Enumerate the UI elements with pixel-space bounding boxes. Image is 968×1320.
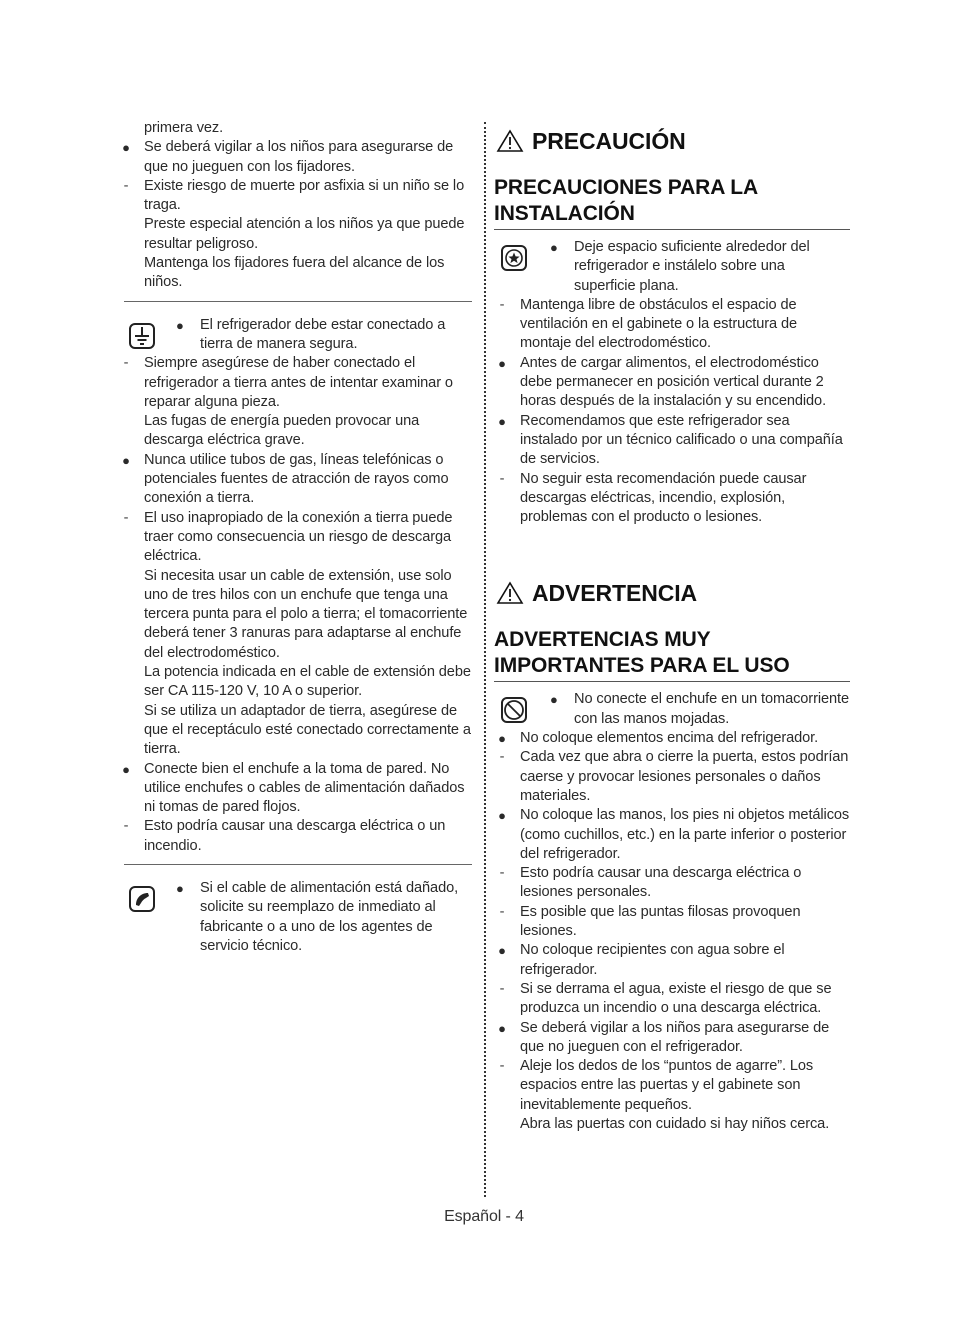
- bullet-item: [118, 138, 476, 177]
- grounding-lead-text: El refrigerador debe estar conectado a tierra de manera segura.: [200, 316, 446, 352]
- call-service-lead-text: Si el cable de alimentación está dañado, solicite su reemplazo de inmediato al fabricante o a uno de los agentes de servicio técnico.: [200, 879, 459, 954]
- list-item-continuation: [118, 567, 476, 663]
- bullet-item: [494, 729, 850, 748]
- item-text: No coloque las manos, los pies ni objetos metálicos (como cuchillos, etc.) en la parte inferior o posterior del refrigerador.: [520, 807, 850, 862]
- dash-mark: -: [499, 903, 505, 920]
- dash-item: [494, 296, 850, 354]
- usage-lead-row: [494, 690, 850, 729]
- warning-triangle-icon: [496, 129, 524, 153]
- bullet-mark: ●: [498, 808, 506, 824]
- item-text: Es posible que las puntas filosas provoquen lesiones.: [520, 903, 801, 940]
- caution-heading: PRECAUCIÓN: [496, 127, 850, 155]
- item-text: Mantenga los fijadores fuera del alcance de los niños.: [144, 255, 445, 291]
- dash-mark: -: [499, 470, 505, 487]
- bullet-item: [494, 354, 850, 412]
- dash-item: [494, 470, 850, 528]
- dash-mark: -: [499, 865, 505, 882]
- column-divider: [484, 122, 486, 1197]
- section-separator: [124, 864, 472, 865]
- item-text: No coloque recipientes con agua sobre el refrigerador.: [520, 942, 785, 978]
- bullet-mark: ●: [550, 692, 558, 708]
- list-item-continuation: [118, 215, 476, 254]
- call-service-icon: [128, 885, 156, 913]
- list-item-continuation: [118, 412, 476, 451]
- child-fastener-warnings: [118, 138, 476, 292]
- dash-item: [494, 903, 850, 942]
- dash-item: [494, 980, 850, 1019]
- dash-item: [118, 509, 476, 567]
- bullet-mark: ●: [550, 240, 558, 255]
- dash-item: [494, 864, 850, 903]
- installation-section-title: PRECAUCIONES PARA LA INSTALACIÓN: [494, 175, 850, 230]
- bullet-item: [118, 451, 476, 509]
- item-text: El uso inapropiado de la conexión a tierra puede traer como consecuencia un riesgo de descarga eléctrica.: [144, 509, 453, 565]
- installation-lead-text: Deje espacio suficiente alrededor del refrigerador e instálelo sobre una superficie plana.: [574, 239, 810, 294]
- bullet-mark: ●: [176, 317, 184, 333]
- item-text: Se deberá vigilar a los niños para asegurarse de que no jueguen con el refrigerador.: [520, 1019, 830, 1055]
- item-text: Si se derrama el agua, existe el riesgo de que se produzca un incendio o una descarga eléctrica.: [520, 980, 832, 1017]
- dash-mark: -: [499, 296, 505, 313]
- item-text: Siempre asegúrese de haber conectado el refrigerador a tierra antes de intentar examinar o reparar alguna pieza.: [144, 355, 453, 410]
- bullet-mark: ●: [122, 452, 130, 468]
- bullet-mark: ●: [498, 943, 506, 959]
- item-text: Cada vez que abra o cierre la puerta, estos podrían caerse y provocar lesiones personales o daños materiales.: [520, 749, 849, 804]
- bullet-item: [494, 412, 850, 470]
- bullet-item: [494, 941, 850, 980]
- bullet-mark: ●: [498, 355, 506, 371]
- item-text: Se deberá vigilar a los niños para asegurarse de que no jueguen con los fijadores.: [144, 139, 454, 175]
- bullet-item: [494, 1019, 850, 1058]
- call-service-lead-row: [118, 879, 476, 956]
- list-item-continuation: [118, 254, 476, 293]
- item-text: No seguir esta recomendación puede causar descargas eléctricas, incendio, explosión, problemas con el producto o lesiones.: [520, 470, 807, 526]
- item-text: Nunca utilice tubos de gas, líneas telefónicas o potenciales fuentes de atracción de rayos como conexión a tierra.: [144, 451, 449, 507]
- item-text: Si necesita usar un cable de extensión, use solo uno de tres hilos con un enchufe que tenga una tercera punta para el polo a tierra; el tomacorriente deberá tener 3 ranuras para adaptarse al enchufe del electrodoméstico.: [144, 567, 468, 661]
- dash-mark: -: [123, 509, 129, 526]
- warning-heading: ADVERTENCIA: [496, 579, 850, 607]
- prohibited-icon: [500, 696, 528, 724]
- dash-item: [494, 1057, 850, 1115]
- installation-lead-row: [494, 238, 850, 296]
- dash-item: [118, 817, 476, 856]
- usage-warnings: [494, 729, 850, 1134]
- item-text: Si se utiliza un adaptador de tierra, asegúrese de que el receptáculo esté conectado correctamente a tierra.: [144, 702, 471, 758]
- dash-mark: -: [499, 749, 505, 766]
- item-text: Antes de cargar alimentos, el electrodoméstico debe permanecer en posición vertical durante 2 horas después de la instalación y su encendido.: [520, 354, 827, 410]
- bullet-mark: ●: [498, 413, 506, 429]
- bullet-mark: ●: [122, 140, 130, 156]
- item-text: La potencia indicada en el cable de extensión debe ser CA 115-120 V, 10 A o superior.: [144, 664, 471, 700]
- dash-item: [494, 748, 850, 806]
- item-text: Abra las puertas con cuidado si hay niños cerca.: [520, 1115, 830, 1132]
- left-column: [118, 119, 476, 956]
- item-text: Las fugas de energía pueden provocar una descarga eléctrica grave.: [144, 413, 420, 449]
- bullet-mark: ●: [122, 761, 130, 777]
- item-text: Recomendamos que este refrigerador sea instalado por un técnico calificado o una compañía de servicios.: [520, 412, 843, 468]
- bullet-item: [494, 806, 850, 864]
- usage-section-title: ADVERTENCIAS MUY IMPORTANTES PARA EL USO: [494, 627, 850, 682]
- right-column: [494, 119, 850, 1134]
- dash-mark: -: [499, 980, 505, 997]
- ground-icon: [128, 322, 156, 350]
- item-text: Preste especial atención a los niños ya que puede resultar peligroso.: [144, 216, 465, 252]
- dash-mark: -: [499, 1058, 505, 1075]
- list-item-continuation: [118, 702, 476, 760]
- installation-precautions: [494, 296, 850, 528]
- bullet-mark: ●: [498, 731, 506, 747]
- item-text: Mantenga libre de obstáculos el espacio de ventilación en el gabinete o la estructura de montaje del electrodoméstico.: [520, 296, 798, 352]
- usage-lead-text: No conecte el enchufe en un tomacorriente con las manos mojadas.: [574, 691, 849, 727]
- list-item-continuation: [494, 1115, 850, 1134]
- item-text: Existe riesgo de muerte por asfixia si un niño se lo traga.: [144, 177, 465, 214]
- important-star-icon: [500, 244, 528, 272]
- intro-continued-text: primera vez.: [144, 120, 224, 136]
- item-text: Aleje los dedos de los “puntos de agarre”. Los espacios entre las puertas y el gabinete son inevitablemente pequeños.: [520, 1058, 814, 1113]
- dash-mark: -: [123, 355, 129, 372]
- bullet-mark: ●: [176, 880, 184, 896]
- dash-item: [118, 354, 476, 412]
- bullet-mark: ●: [498, 1020, 506, 1036]
- item-text: No coloque elementos encima del refrigerador.: [520, 730, 819, 747]
- grounding-warnings: [118, 354, 476, 856]
- item-text: Esto podría causar una descarga eléctrica o un incendio.: [144, 818, 446, 854]
- item-text: Conecte bien el enchufe a la toma de pared. No utilice enchufes o cables de alimentación dañados ni tomas de pared flojos.: [144, 760, 465, 816]
- item-text: Esto podría causar una descarga eléctrica o lesiones personales.: [520, 865, 802, 901]
- list-item-continuation: [118, 663, 476, 702]
- dash-mark: -: [123, 177, 129, 194]
- dash-item: [118, 177, 476, 216]
- grounding-lead-row: [118, 316, 476, 355]
- bullet-item: [118, 760, 476, 818]
- dash-mark: -: [123, 818, 129, 835]
- page-footer: Español - 4: [444, 1208, 524, 1225]
- warning-triangle-icon: [496, 581, 524, 605]
- section-separator: [124, 301, 472, 302]
